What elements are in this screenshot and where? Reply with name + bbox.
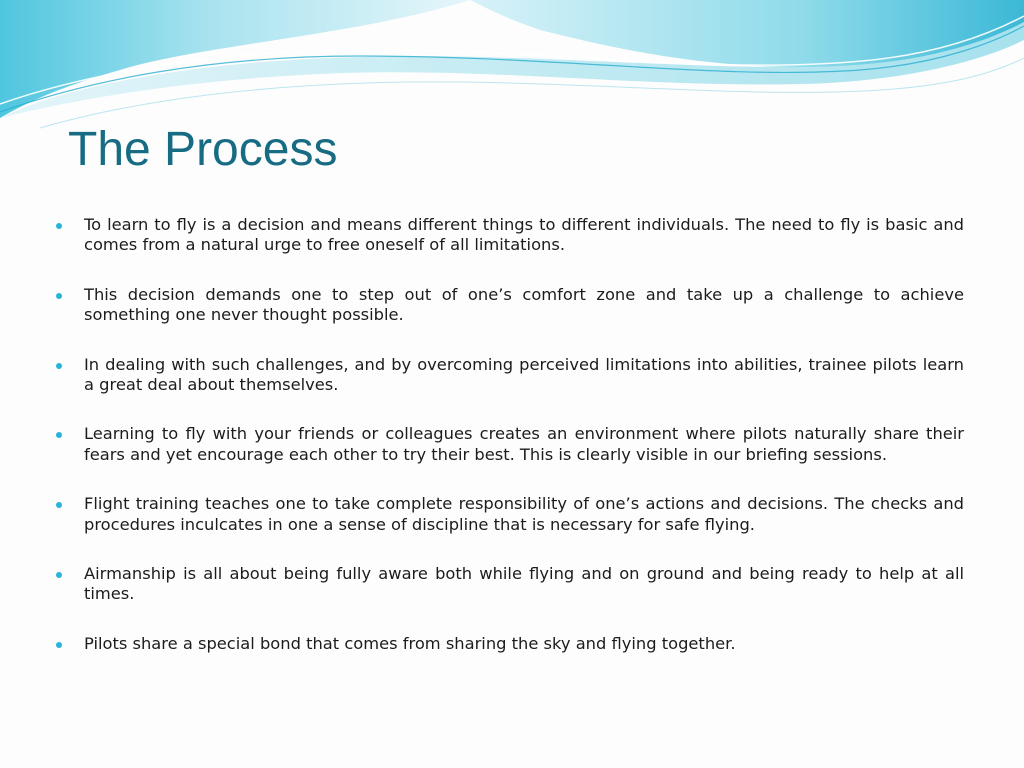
slide-title: The Process: [68, 123, 338, 176]
bullet-item: [50, 634, 964, 654]
bullet-item: [50, 285, 964, 326]
bullet-dot-icon: [56, 502, 62, 508]
bullet-dot-icon: [56, 363, 62, 369]
bullet-text: Airmanship is all about being fully aware both while flying and on ground and being ready to help at all times.: [84, 564, 964, 604]
bullet-text: In dealing with such challenges, and by overcoming perceived limitations into abilities, trainee pilots learn a great deal about themselves.: [84, 354, 964, 395]
bullet-dot-icon: [56, 293, 62, 299]
bullet-dot-icon: [56, 642, 62, 648]
bullet-list: [50, 215, 964, 683]
bullet-text: Pilots share a special bond that comes from sharing the sky and flying together.: [84, 633, 736, 653]
bullet-text: To learn to fly is a decision and means different things to different individuals. The need to fly is basic and comes from a natural urge to free oneself of all limitations.: [84, 215, 964, 255]
bullet-item: [50, 564, 964, 605]
bullet-dot-icon: [56, 223, 62, 229]
bullet-item: [50, 494, 964, 535]
bullet-dot-icon: [56, 432, 62, 438]
bullet-item: [50, 355, 964, 396]
bullet-dot-icon: [56, 572, 62, 578]
bullet-item: [50, 215, 964, 256]
bullet-text: Flight training teaches one to take complete responsibility of one’s actions and decisions. The checks and procedures inculcates in one a sense of discipline that is necessary for safe flying.: [84, 494, 964, 534]
header-wave-decoration: [0, 0, 1024, 130]
bullet-item: [50, 424, 964, 465]
bullet-text: Learning to fly with your friends or colleagues creates an environment where pilots naturally share their fears and yet encourage each other to try their best. This is clearly visible in our briefing sessions.: [84, 424, 964, 464]
bullet-text: This decision demands one to step out of one’s comfort zone and take up a challenge to achieve something one never thought possible.: [84, 284, 964, 325]
